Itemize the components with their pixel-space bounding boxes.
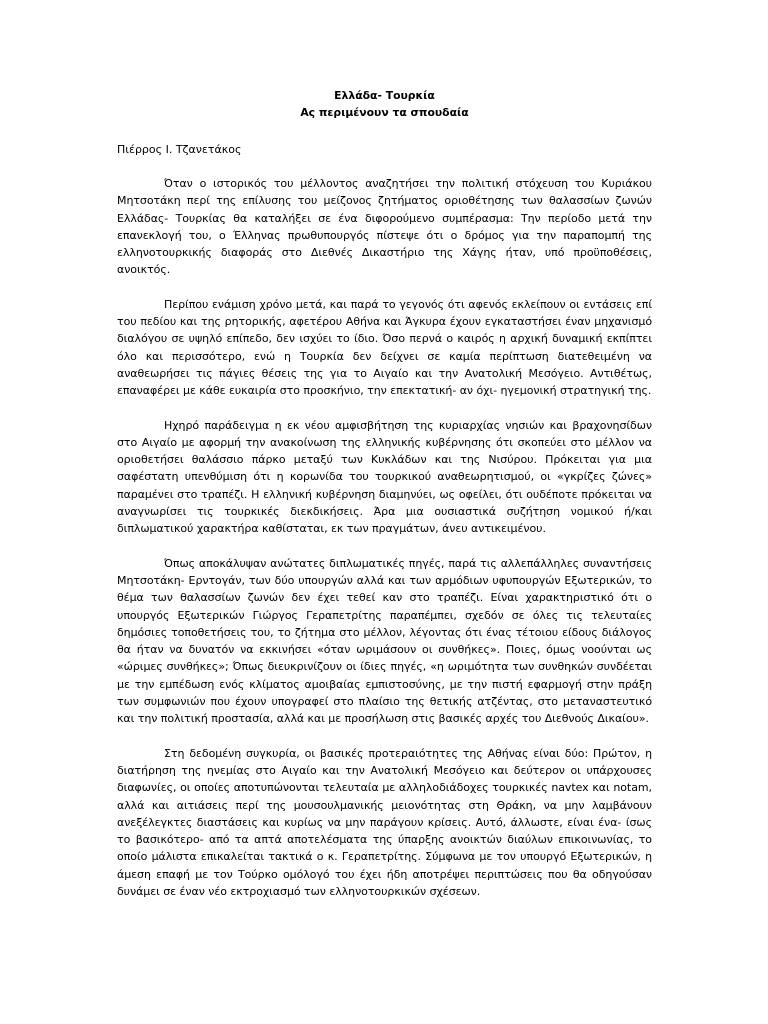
article-author: Πιέρρος Ι. Τζανετάκος bbox=[117, 143, 242, 156]
article-paragraph: Στη δεδομένη συγκυρία, οι βασικές προτεραιότητες της Αθήνας είναι δύο: Πρώτον, η διατήρηση της ηνεμίας στο Αιγαίο και την Ανατολική Μεσόγειο και δεύτερον οι υπάρχουσες διαφωνίες, οι οποίες αποτυπώνονται τελευταία με αλληλοδιάδοχες τουρκικές navtex και notam, αλλά και αιτιάσεις περί της μουσουλμανικής μειονότητας στη Θράκη, να μην λαμβάνουν ανεξέλεγκτες διαστάσεις και κυρίως να μην παράγουν κρίσεις. Αυτό, άλλωστε, είναι ένα- ίσως το βασικότερο- από τα απτά αποτελέσματα της ύπαρξης ανοικτών διαύλων επικοινωνίας, το οποίο μάλιστα επικαλείται τακτικά ο κ. Γεραπετρίτης. Σύμφωνα με τον υπουργό Εξωτερικών, η άμεση επαφή με τον Τούρκο ομόλογό του έχει ήδη αποτρέψει περιπτώσεις που θα οδηγούσαν δυνάμει σε έναν νέο εκτροχιασμό των ελληνοτουρκικών σχέσεων. bbox=[117, 746, 652, 898]
article-paragraph: Ηχηρό παράδειγμα η εκ νέου αμφισβήτηση της κυριαρχίας νησιών και βραχονησίδων στο Αιγαίο με αφορμή την ανακοίνωση της ελληνικής κυβέρνησης ότι σκοπεύει στο μέλλον να οριοθετήσει θαλάσσιο πάρκο μεταξύ των Κυκλάδων και της Νισύρου. Πρόκειται για μια σαφέστατη υπενθύμιση ότι η κορωνίδα του τουρκικού αναθεωρητισμού, οι «γκρίζες ζώνες» παραμένει στο τραπέζι. Η ελληνική κυβέρνηση διαμηνύει, ως οφείλει, ότι ουδέποτε πρόκειται να αναγνωρίσει τις τουρκικές διεκδικήσεις. Άρα μια ουσιαστικά συζήτηση νομικού ή/και διπλωματικού χαρακτήρα καθίσταται, εκ των πραγμάτων, άνευ αντικειμένου. bbox=[117, 418, 652, 536]
article-title: Ελλάδα- Τουρκία bbox=[334, 89, 435, 102]
article-subtitle: Ας περιμένουν τα σπουδαία bbox=[300, 106, 469, 119]
article-paragraph: Όταν ο ιστορικός του μέλλοντος αναζητήσει την πολιτική στόχευση του Κυριάκου Μητσοτάκη περί της επίλυσης του μείζονος ζητήματος οριοθέτησης των θαλασσίων ζωνών Ελλάδας- Τουρκίας θα καταλήξει σε ένα διφορούμενο συμπέρασμα: Την περίοδο μετά την επανεκλογή του, ο Έλληνας πρωθυπουργός πίστεψε ότι ο δρόμος για την παραπομπή της ελληνοτουρκικής διαφοράς στο Διεθνές Δικαστήριο της Χάγης ήταν, υπό προϋποθέσεις, ανοικτός. bbox=[117, 177, 652, 277]
article-paragraph: Όπως αποκάλυψαν ανώτατες διπλωματικές πηγές, παρά τις αλλεπάλληλες συναντήσεις Μητσοτάκη- Ερντογάν, των δύο υπουργών αλλά και των αρμόδιων υφυπουργών Εξωτερικών, το θέμα των θαλασσίων ζωνών δεν έχει τεθεί καν στο τραπέζι. Είναι χαρακτηριστικό ότι ο υπουργός Εξωτερικών Γιώργος Γεραπετρίτης παραπέμπει, σχεδόν σε όλες τις τελευταίες δημόσιες τοποθετήσεις του, το ζήτημα στο μέλλον, λέγοντας ότι ένας τέτοιου είδους διάλογος θα ήταν να δυνατόν να εκκινήσει «όταν ωριμάσουν οι συνθήκες». Ποιες, όμως νοούνται ως «ώριμες συνθήκες»; Όπως διευκρινίζουν οι ίδιες πηγές, «η ωριμότητα των συνθηκών συνδέεται με την εμπέδωση ενός κλίματος αμοιβαίας εμπιστοσύνης, με την πιστή εφαρμογή στην πράξη των συμφωνιών που έχουν υπογραφεί στο πλαίσιο της θετικής ατζέντας, στο μεταναστευτικό και την πολιτική προστασία, αλλά και με προσήλωση στις βασικές αρχές του Διεθνούς Δικαίου». bbox=[117, 556, 652, 726]
document-page bbox=[117, 84, 652, 900]
article-paragraph: Περίπου ενάμιση χρόνο μετά, και παρά το γεγονός ότι αφενός εκλείπουν οι εντάσεις επί του πεδίου και της ρητορικής, αφετέρου Αθήνα και Άγκυρα έχουν εγκαταστήσει έναν μηχανισμό διαλόγου σε υψηλό επίπεδο, δεν ισχύει το ίδιο. Όσο περνά ο καιρός η αρχική δυναμική εκπίπτει όλο και περισσότερο, ενώ η Τουρκία δεν δείχνει σε καμία περίπτωση διατεθειμένη να αναθεωρήσει τις πάγιες θέσεις της για το Αιγαίο και την Ανατολική Μεσόγειο. Αντιθέτως, επαναφέρει με κάθε ευκαιρία στο προσκήνιο, την επεκτατική- αν όχι- ηγεμονική στρατηγική της. bbox=[117, 297, 652, 398]
